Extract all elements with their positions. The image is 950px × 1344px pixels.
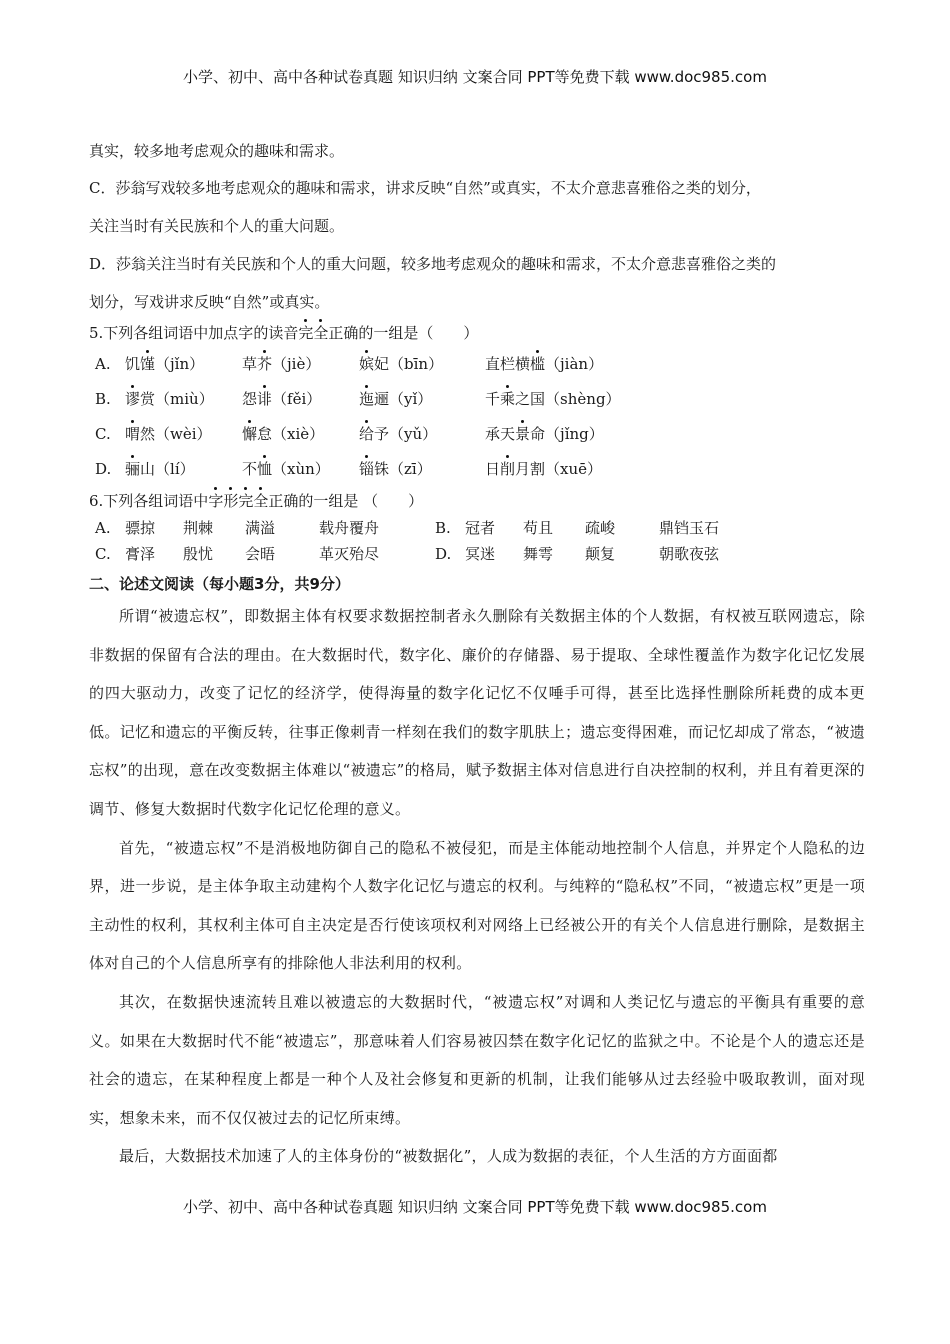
option-row [89,515,865,541]
option-word: 喟然（wèi） [125,424,212,443]
option-word: 荆棘 [183,519,214,537]
question-6 [89,490,865,567]
option-c-line: C．莎翁写戏较多地考虑观众的趣味和需求，讲求反映“自然”或真实，不太介意悲喜雅俗之类的划分， [89,179,761,197]
dotted-char: 诽 [257,389,273,408]
option-row [89,451,865,486]
pinyin: （yǐ） [389,389,433,408]
dotted-char: 喟 [125,424,141,443]
pinyin: （jiàn） [545,354,604,373]
question-6-options [89,515,865,567]
option-word: 骠掠 [125,519,156,537]
dotted-char: 槛 [530,354,546,373]
dotted-char: 削 [500,459,516,478]
option-word: 日削月割（xuē） [485,459,603,478]
option-row [89,346,865,381]
option-word: 冠者 [465,519,496,537]
option-word: 谬赏（miù） [125,389,214,408]
pinyin: （zī） [389,459,432,478]
dotted-char: 给 [359,424,375,443]
dotted-char: 恤 [257,459,273,478]
dotted-char: 芥 [257,354,273,373]
text-line: 真实，较多地考虑观众的趣味和需求。 [89,142,345,160]
paragraph: 首先，“被遗忘权”不是消极地防御自己的隐私不被侵犯，而是主体能动地控制个人信息，并界定个人隐私的边界，进一步说，是主体争取主动建构个人数字化记忆与遗忘的权利。与纯粹的“隐私权”不同，“被遗忘权”更是一项主动性的权利，其权利主体可自主决定是否行使该项权利对网络上已经被公开的有关个人信息进行删除，是数据主体对自己的个人信息所享有的排除他人非法利用的权利。 [89,838,865,973]
option-word: 满溢 [245,519,276,537]
dotted-char: 谬 [125,389,141,408]
option-word: 不恤（xùn） [242,459,330,478]
page-footer: 小学、初中、高中各种试卷真题 知识归纳 文案合同 PPT等免费下载 www.doc985.com [183,1198,767,1216]
pinyin: （jǐng） [545,424,604,443]
option-label: D. [435,545,452,563]
paragraph: 其次，在数据快速流转且难以被遗忘的大数据时代，“被遗忘权”对调和人类记忆与遗忘的平衡具有重要的意义。如果在大数据时代不能“被遗忘”，那意味着人们容易被囚禁在数字化记忆的监狱之中。不论是个人的遗忘还是社会的遗忘，在某种程度上都是一种个人及社会修复和更新的机制，让我们能够从过去经验中吸取教训，面对现实，想象未来，而不仅仅被过去的记忆所束缚。 [89,992,865,1127]
pinyin: （xiè） [272,424,325,443]
dotted-char: 景 [515,424,531,443]
pinyin: （fěi） [272,389,322,408]
dotted-char: 懈 [242,424,258,443]
option-word: 给予（yǔ） [359,424,438,443]
pinyin: （jiè） [272,354,321,373]
dotted-char: 全 [313,324,329,342]
pinyin: （miù） [155,389,214,408]
option-d-line: D．莎翁关注当时有关民族和个人的重大问题，较多地考虑观众的趣味和需求，不太介意悲喜雅俗之类的 [89,255,777,273]
option-row [89,541,865,567]
pinyin: （jǐn） [155,354,205,373]
paragraph: 所谓“被遗忘权”，即数据主体有权要求数据控制者永久删除有关数据主体的个人数据，有权被互联网遗忘，除非数据的保留有合法的理由。在大数据时代，数字化、廉价的存储器、易于提取、全球性覆盖作为数字化记忆发展的四大驱动力，改变了记忆的经济学，使得海量的数字化记忆不仅唾手可得，甚至比选择性删除所耗费的成本更低。记忆和遗忘的平衡反转，往事正像刺青一样刻在我们的数字肌肤上；遗忘变得困难，而记忆却成了常态，“被遗忘权”的出现，意在改变数据主体难以“被遗忘”的格局，赋予数据主体对信息进行自决控制的权利，并且有着更深的调节、修复大数据时代数字化记忆伦理的意义。 [89,607,865,818]
option-label: B. [95,389,111,408]
stem-text: 5.下列各组词语中加点字的读音 [89,324,299,342]
pinyin: （xuē） [545,459,603,478]
dotted-char: 乘 [500,389,516,408]
option-word: 载舟覆舟 [319,519,380,537]
stem-text: 正确的一组是 （ ） [268,492,424,510]
option-word: 饥馑（jǐn） [125,354,205,373]
option-word: 朝歌夜弦 [659,545,720,563]
pinyin: （wèi） [155,424,212,443]
option-word: 迤逦（yǐ） [359,389,433,408]
page-header: 小学、初中、高中各种试卷真题 知识归纳 文案合同 PPT等免费下载 www.doc985.com [183,68,767,86]
option-word: 颠复 [585,545,616,563]
dotted-char: 完 [238,492,254,510]
option-word: 直栏横槛（jiàn） [485,354,604,373]
option-label: C. [95,424,111,443]
dotted-char: 全 [253,492,269,510]
pinyin: （lí） [155,459,195,478]
text-line: 关注当时有关民族和个人的重大问题。 [89,217,345,235]
question-6-stem [89,490,865,512]
dotted-char: 嫔 [359,354,375,373]
document-body [89,132,865,1176]
section-heading: 二、论述文阅读（每小题3分，共9分） [89,575,350,593]
pinyin: （yǔ） [389,424,438,443]
option-word: 承天景命（jǐng） [485,424,604,443]
question-5-options [89,346,865,486]
option-word: 怨诽（fěi） [242,389,322,408]
option-label: B. [435,519,451,537]
question-5 [89,322,865,486]
option-row [89,416,865,451]
dotted-char: 骊 [125,459,141,478]
dotted-char: 锱 [359,459,375,478]
text-line: 划分，写戏讲求反映“自然”或真实。 [89,293,330,311]
option-word: 殷忧 [183,545,214,563]
pinyin: （bīn） [389,354,444,373]
option-word: 鼎铛玉石 [659,519,720,537]
option-word: 千乘之国（shèng） [485,389,621,408]
dotted-emphasis [298,324,328,342]
option-word: 膏泽 [125,545,156,563]
option-row [89,381,865,416]
dotted-char: 字 [208,492,224,510]
option-word: 草芥（jiè） [242,354,321,373]
option-word: 懈怠（xiè） [242,424,325,443]
option-word: 革灭殆尽 [319,545,380,563]
option-word: 冥迷 [465,545,496,563]
pinyin: （xùn） [272,459,330,478]
stem-text: 正确的一组是（ ） [328,324,479,342]
dotted-char: 形 [223,492,239,510]
option-label: D. [95,459,112,478]
dotted-char: 完 [298,324,314,342]
option-word: 舞雩 [523,545,554,563]
option-label: A. [95,354,111,373]
pinyin: （shèng） [545,389,621,408]
option-word: 嫔妃（bīn） [359,354,444,373]
option-label: C. [95,545,111,563]
option-word: 疏峻 [585,519,616,537]
previous-question-tail [89,132,865,321]
essay-passage [89,597,865,1176]
option-word: 骊山（lí） [125,459,195,478]
option-word: 苟且 [523,519,554,537]
stem-text: 6.下列各组词语中 [89,492,209,510]
option-label: A. [95,519,111,537]
question-5-stem [89,322,865,344]
option-word: 会晤 [245,545,276,563]
paragraph: 最后，大数据技术加速了人的主体身份的“被数据化”，人成为数据的表征，个人生活的方方面面都 [119,1147,778,1166]
dotted-emphasis [208,492,268,510]
dotted-char: 馑 [140,354,156,373]
dotted-char: 迤 [359,389,375,408]
option-word: 锱铢（zī） [359,459,432,478]
